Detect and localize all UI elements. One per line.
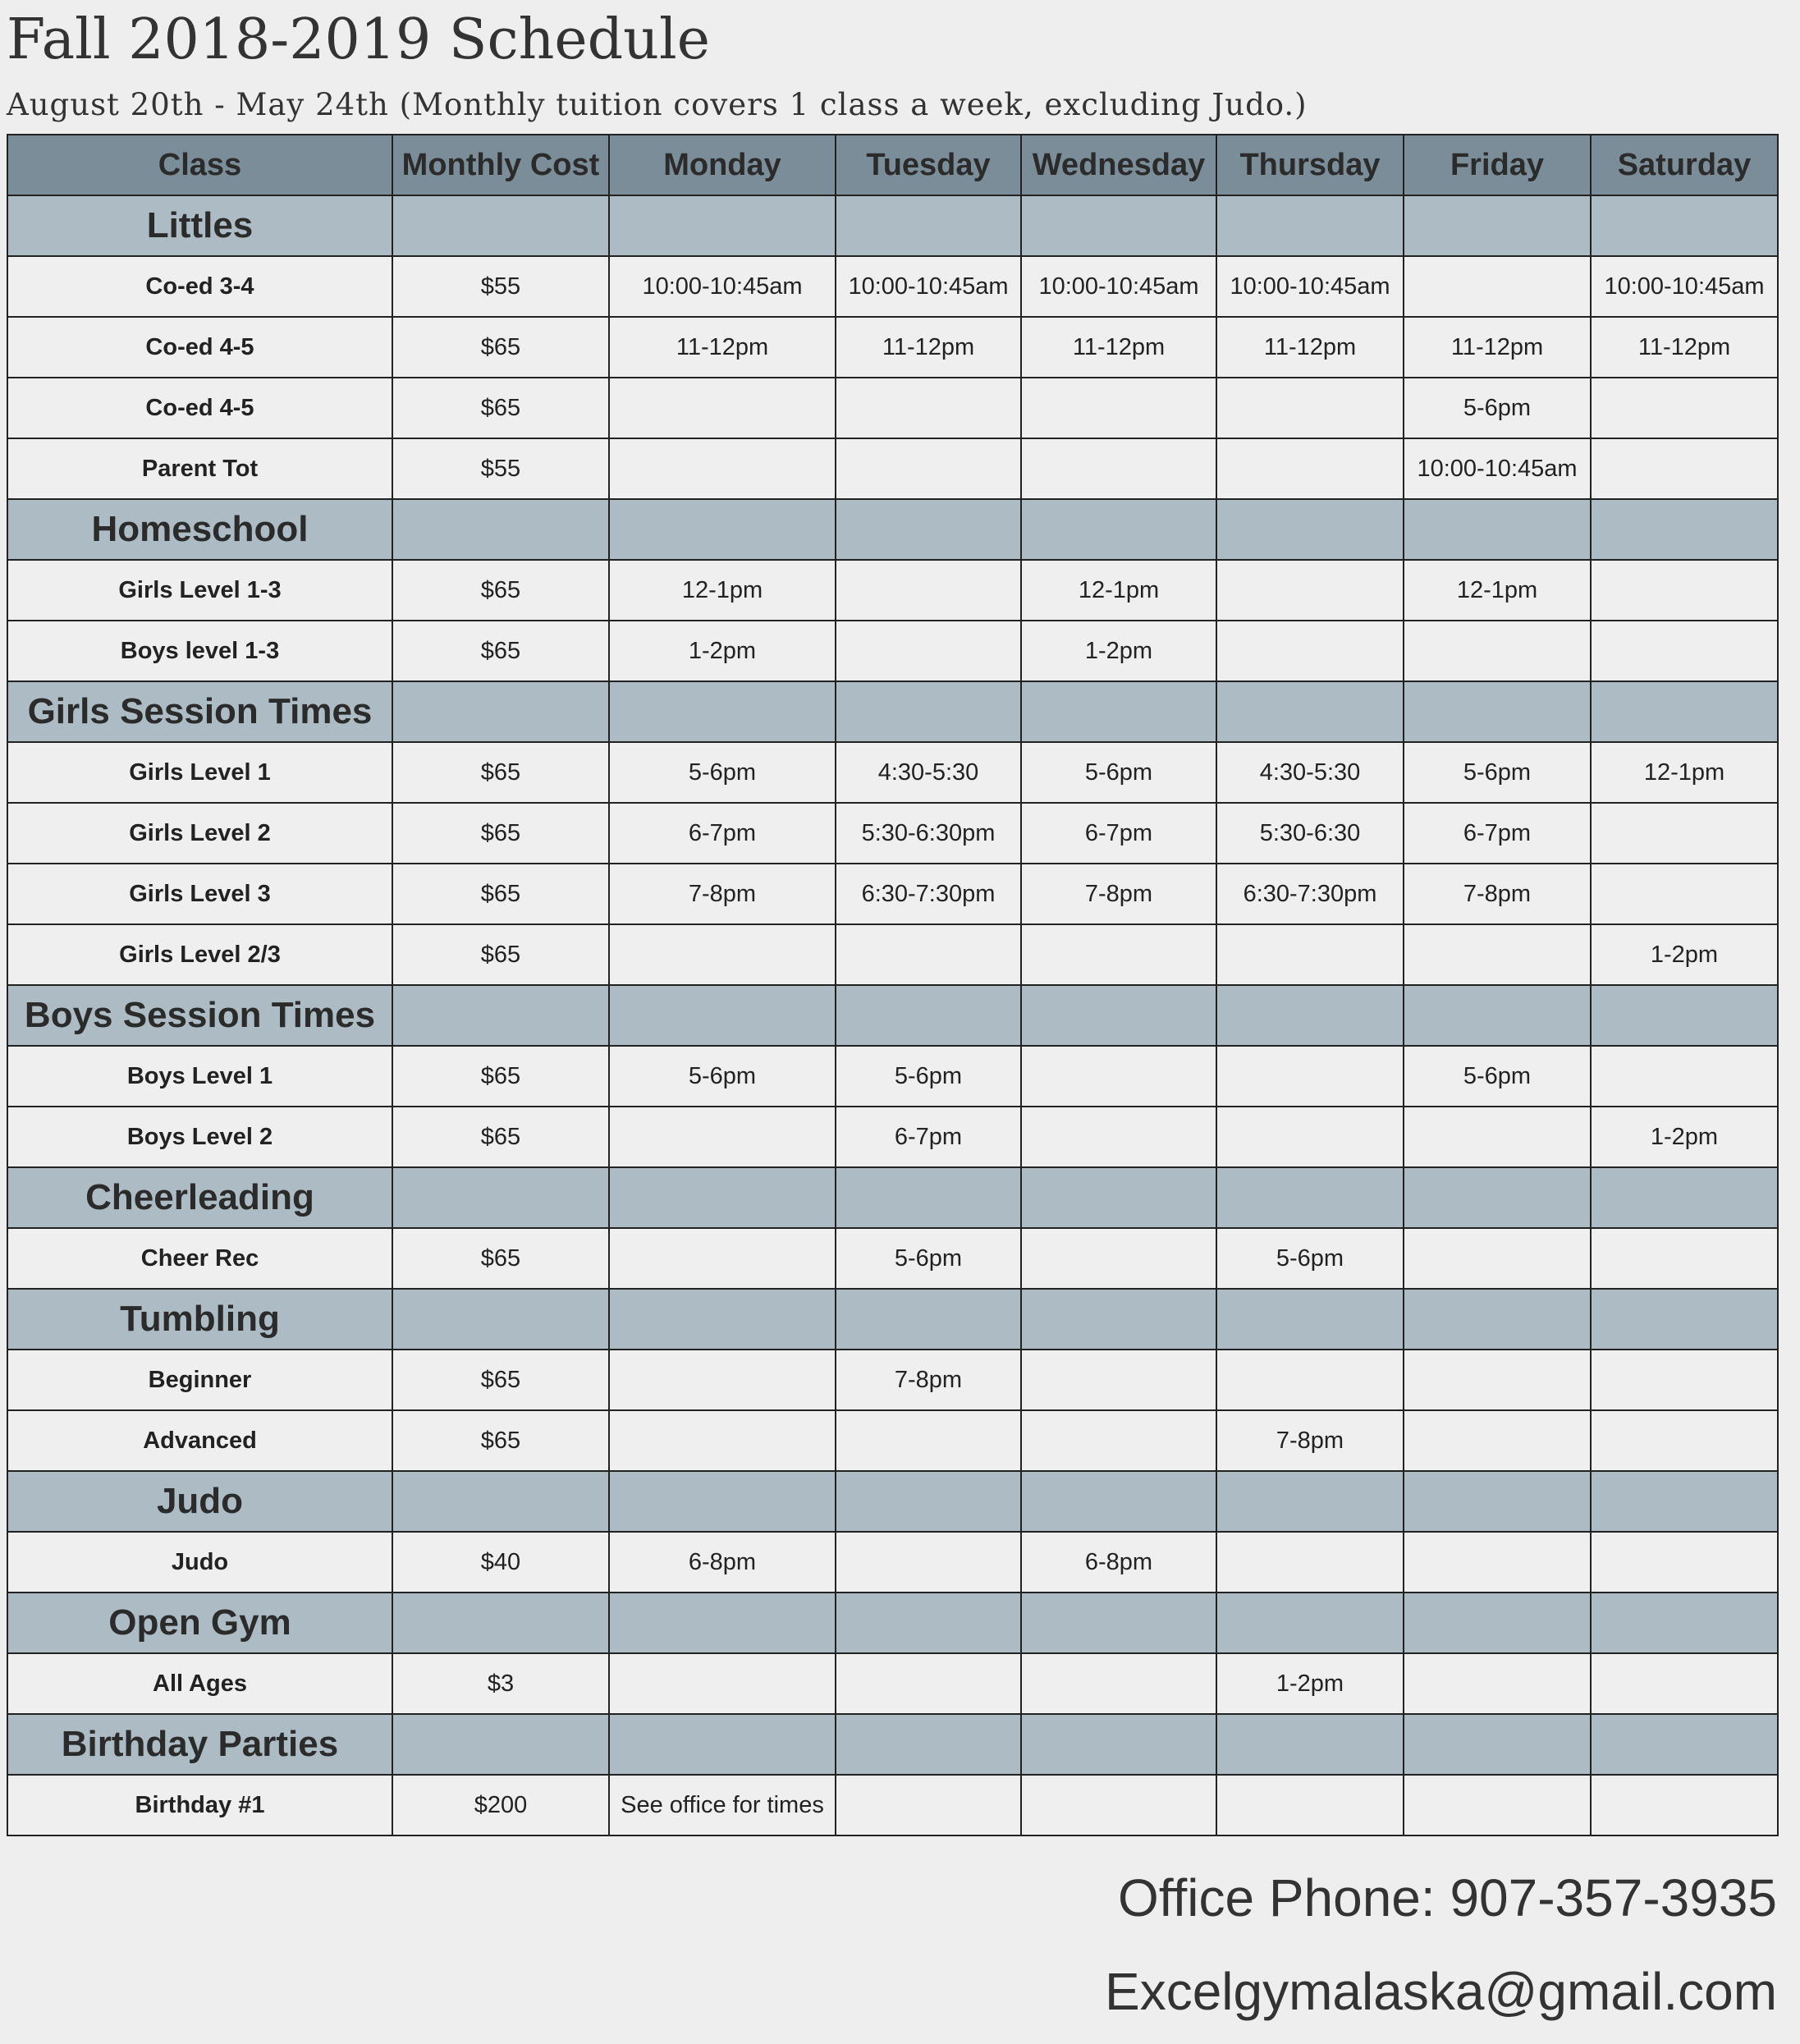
saturday-time-cell [1591, 438, 1778, 499]
class-name-cell: Boys Level 1 [7, 1046, 392, 1107]
tuesday-time-cell [836, 1653, 1021, 1714]
table-row [7, 378, 1778, 438]
section-header-cell [1216, 1167, 1404, 1228]
class-name-cell: Advanced [7, 1410, 392, 1471]
section-header-cell [1021, 1593, 1216, 1653]
section-header-cell [1216, 985, 1404, 1046]
friday-time-cell: 6-7pm [1404, 803, 1591, 864]
friday-time-cell: 12-1pm [1404, 560, 1591, 621]
wednesday-time-cell: 12-1pm [1021, 560, 1216, 621]
page-title: Fall 2018-2019 Schedule [7, 7, 710, 72]
saturday-time-cell: 1-2pm [1591, 924, 1778, 985]
thursday-time-cell [1216, 1532, 1404, 1593]
monthly-cost-cell: $40 [392, 1532, 609, 1593]
monthly-cost-cell: $65 [392, 864, 609, 924]
wednesday-time-cell: 6-8pm [1021, 1532, 1216, 1593]
saturday-time-cell: 12-1pm [1591, 742, 1778, 803]
section-header-cell [836, 1593, 1021, 1653]
table-row [7, 438, 1778, 499]
monthly-cost-cell: $55 [392, 256, 609, 317]
table-row [7, 256, 1778, 317]
thursday-time-cell [1216, 1107, 1404, 1167]
monday-time-cell [609, 378, 836, 438]
monthly-cost-cell: $65 [392, 742, 609, 803]
tuesday-time-cell: 5-6pm [836, 1228, 1021, 1289]
thursday-time-cell: 4:30-5:30 [1216, 742, 1404, 803]
saturday-time-cell: 10:00-10:45am [1591, 256, 1778, 317]
wednesday-time-cell [1021, 438, 1216, 499]
class-name-cell: All Ages [7, 1653, 392, 1714]
table-row [7, 742, 1778, 803]
thursday-time-cell: 1-2pm [1216, 1653, 1404, 1714]
monthly-cost-cell: $55 [392, 438, 609, 499]
monday-time-cell: 10:00-10:45am [609, 256, 836, 317]
section-header-cell [609, 195, 836, 256]
class-name-cell: Co-ed 3-4 [7, 256, 392, 317]
class-name-cell: Girls Level 2 [7, 803, 392, 864]
monthly-cost-cell: $65 [392, 1350, 609, 1410]
monthly-cost-cell: $65 [392, 560, 609, 621]
section-name: Littles [7, 195, 392, 256]
monday-time-cell: 7-8pm [609, 864, 836, 924]
monday-time-cell [609, 438, 836, 499]
section-header-cell [1404, 1289, 1591, 1350]
friday-time-cell [1404, 1653, 1591, 1714]
section-header-cell [1591, 195, 1778, 256]
section-header-cell [1404, 195, 1591, 256]
section-header-cell [836, 499, 1021, 560]
friday-time-cell [1404, 924, 1591, 985]
thursday-time-cell [1216, 378, 1404, 438]
class-name-cell: Girls Level 3 [7, 864, 392, 924]
section-name: Birthday Parties [7, 1714, 392, 1775]
section-header-cell [1591, 1289, 1778, 1350]
section-header-cell [1404, 1167, 1591, 1228]
wednesday-time-cell [1021, 924, 1216, 985]
section-header-cell [392, 1593, 609, 1653]
section-header-cell [1404, 1471, 1591, 1532]
monthly-cost-cell: $3 [392, 1653, 609, 1714]
class-name-cell: Cheer Rec [7, 1228, 392, 1289]
page-subtitle: August 20th - May 24th (Monthly tuition covers 1 class a week, excluding Judo.) [7, 87, 1308, 122]
section-header-row [7, 1714, 1778, 1775]
column-header-monday: Monday [609, 135, 836, 195]
section-header-cell [1216, 195, 1404, 256]
table-row [7, 1228, 1778, 1289]
saturday-time-cell [1591, 1228, 1778, 1289]
section-header-cell [1216, 499, 1404, 560]
wednesday-time-cell [1021, 1653, 1216, 1714]
section-name: Cheerleading [7, 1167, 392, 1228]
thursday-time-cell: 10:00-10:45am [1216, 256, 1404, 317]
wednesday-time-cell [1021, 1228, 1216, 1289]
section-header-cell [1404, 681, 1591, 742]
wednesday-time-cell: 11-12pm [1021, 317, 1216, 378]
table-row [7, 1046, 1778, 1107]
saturday-time-cell: 1-2pm [1591, 1107, 1778, 1167]
thursday-time-cell [1216, 560, 1404, 621]
wednesday-time-cell [1021, 1775, 1216, 1835]
monthly-cost-cell: $65 [392, 1228, 609, 1289]
tuesday-time-cell [836, 438, 1021, 499]
tuesday-time-cell: 10:00-10:45am [836, 256, 1021, 317]
wednesday-time-cell [1021, 1046, 1216, 1107]
thursday-time-cell: 5-6pm [1216, 1228, 1404, 1289]
section-name: Homeschool [7, 499, 392, 560]
wednesday-time-cell: 7-8pm [1021, 864, 1216, 924]
section-header-cell [392, 195, 609, 256]
wednesday-time-cell: 6-7pm [1021, 803, 1216, 864]
column-header-thursday: Thursday [1216, 135, 1404, 195]
section-header-cell [392, 499, 609, 560]
tuesday-time-cell [836, 1410, 1021, 1471]
section-header-row [7, 195, 1778, 256]
monday-time-cell: 6-7pm [609, 803, 836, 864]
class-name-cell: Girls Level 2/3 [7, 924, 392, 985]
table-header [7, 135, 1778, 195]
monthly-cost-cell: $200 [392, 1775, 609, 1835]
section-header-cell [609, 1167, 836, 1228]
section-header-cell [609, 681, 836, 742]
section-header-cell [836, 1167, 1021, 1228]
wednesday-time-cell: 1-2pm [1021, 621, 1216, 681]
section-header-row [7, 1471, 1778, 1532]
table-row [7, 864, 1778, 924]
section-header-cell [392, 1167, 609, 1228]
class-name-cell: Judo [7, 1532, 392, 1593]
section-header-row [7, 499, 1778, 560]
column-header-tuesday: Tuesday [836, 135, 1021, 195]
table-row [7, 1410, 1778, 1471]
class-name-cell: Girls Level 1 [7, 742, 392, 803]
thursday-time-cell [1216, 1775, 1404, 1835]
section-header-cell [609, 1593, 836, 1653]
section-header-cell [1216, 1593, 1404, 1653]
section-name: Boys Session Times [7, 985, 392, 1046]
section-header-cell [609, 1289, 836, 1350]
thursday-time-cell [1216, 438, 1404, 499]
section-header-row [7, 681, 1778, 742]
table-row [7, 1350, 1778, 1410]
class-name-cell: Parent Tot [7, 438, 392, 499]
section-header-cell [1021, 1289, 1216, 1350]
section-header-cell [1021, 195, 1216, 256]
column-header-saturday: Saturday [1591, 135, 1778, 195]
section-header-cell [1021, 681, 1216, 742]
section-header-row [7, 985, 1778, 1046]
column-header-friday: Friday [1404, 135, 1591, 195]
section-header-cell [836, 1714, 1021, 1775]
section-header-cell [1216, 1714, 1404, 1775]
section-header-cell [609, 1471, 836, 1532]
monthly-cost-cell: $65 [392, 1410, 609, 1471]
table-row [7, 560, 1778, 621]
tuesday-time-cell: 4:30-5:30 [836, 742, 1021, 803]
thursday-time-cell [1216, 924, 1404, 985]
section-header-cell [392, 681, 609, 742]
table-row [7, 1532, 1778, 1593]
table-row [7, 803, 1778, 864]
section-header-cell [1404, 1714, 1591, 1775]
section-header-cell [836, 681, 1021, 742]
friday-time-cell [1404, 1228, 1591, 1289]
saturday-time-cell [1591, 803, 1778, 864]
section-name: Open Gym [7, 1593, 392, 1653]
section-header-cell [1021, 1714, 1216, 1775]
column-header-class: Class [7, 135, 392, 195]
tuesday-time-cell: 6-7pm [836, 1107, 1021, 1167]
class-name-cell: Boys Level 2 [7, 1107, 392, 1167]
table-row [7, 317, 1778, 378]
section-header-cell [1404, 1593, 1591, 1653]
tuesday-time-cell [836, 1775, 1021, 1835]
section-name: Judo [7, 1471, 392, 1532]
saturday-time-cell [1591, 1775, 1778, 1835]
schedule-table [7, 134, 1779, 1836]
thursday-time-cell [1216, 1350, 1404, 1410]
monthly-cost-cell: $65 [392, 803, 609, 864]
wednesday-time-cell [1021, 1107, 1216, 1167]
tuesday-time-cell [836, 621, 1021, 681]
monday-time-cell: See office for times [609, 1775, 836, 1835]
section-header-cell [392, 1714, 609, 1775]
section-header-cell [836, 195, 1021, 256]
friday-time-cell [1404, 1775, 1591, 1835]
monday-time-cell: 6-8pm [609, 1532, 836, 1593]
monthly-cost-cell: $65 [392, 1046, 609, 1107]
saturday-time-cell [1591, 1046, 1778, 1107]
section-header-cell [836, 1471, 1021, 1532]
section-header-cell [1591, 1714, 1778, 1775]
wednesday-time-cell: 10:00-10:45am [1021, 256, 1216, 317]
office-email: Excelgymalaska@gmail.com [1105, 1962, 1777, 2021]
wednesday-time-cell: 5-6pm [1021, 742, 1216, 803]
section-header-cell [1404, 985, 1591, 1046]
saturday-time-cell [1591, 560, 1778, 621]
tuesday-time-cell [836, 1532, 1021, 1593]
monday-time-cell [609, 924, 836, 985]
section-header-row [7, 1167, 1778, 1228]
section-header-cell [609, 1714, 836, 1775]
friday-time-cell [1404, 1350, 1591, 1410]
wednesday-time-cell [1021, 1410, 1216, 1471]
monthly-cost-cell: $65 [392, 924, 609, 985]
class-name-cell: Co-ed 4-5 [7, 378, 392, 438]
thursday-time-cell: 7-8pm [1216, 1410, 1404, 1471]
monthly-cost-cell: $65 [392, 317, 609, 378]
tuesday-time-cell: 11-12pm [836, 317, 1021, 378]
thursday-time-cell: 11-12pm [1216, 317, 1404, 378]
section-header-cell [392, 1289, 609, 1350]
section-header-cell [1021, 985, 1216, 1046]
office-phone: Office Phone: 907-357-3935 [1118, 1868, 1777, 1927]
saturday-time-cell [1591, 1653, 1778, 1714]
friday-time-cell [1404, 621, 1591, 681]
friday-time-cell: 5-6pm [1404, 378, 1591, 438]
tuesday-time-cell: 5-6pm [836, 1046, 1021, 1107]
section-header-cell [1591, 681, 1778, 742]
monday-time-cell: 5-6pm [609, 1046, 836, 1107]
column-header-wednesday: Wednesday [1021, 135, 1216, 195]
section-name: Tumbling [7, 1289, 392, 1350]
friday-time-cell: 11-12pm [1404, 317, 1591, 378]
table-body [7, 195, 1778, 1835]
tuesday-time-cell [836, 924, 1021, 985]
friday-time-cell [1404, 1532, 1591, 1593]
class-name-cell: Girls Level 1-3 [7, 560, 392, 621]
monthly-cost-cell: $65 [392, 1107, 609, 1167]
section-header-cell [1216, 1289, 1404, 1350]
class-name-cell: Co-ed 4-5 [7, 317, 392, 378]
friday-time-cell [1404, 1410, 1591, 1471]
wednesday-time-cell [1021, 1350, 1216, 1410]
section-header-cell [1021, 1167, 1216, 1228]
tuesday-time-cell: 5:30-6:30pm [836, 803, 1021, 864]
table-row [7, 1775, 1778, 1835]
friday-time-cell [1404, 256, 1591, 317]
saturday-time-cell: 11-12pm [1591, 317, 1778, 378]
class-name-cell: Beginner [7, 1350, 392, 1410]
saturday-time-cell [1591, 378, 1778, 438]
section-header-cell [1021, 1471, 1216, 1532]
monday-time-cell [609, 1228, 836, 1289]
thursday-time-cell: 6:30-7:30pm [1216, 864, 1404, 924]
friday-time-cell: 5-6pm [1404, 742, 1591, 803]
table-row [7, 924, 1778, 985]
section-header-cell [392, 1471, 609, 1532]
wednesday-time-cell [1021, 378, 1216, 438]
header-row [7, 135, 1778, 195]
tuesday-time-cell: 7-8pm [836, 1350, 1021, 1410]
section-header-cell [609, 985, 836, 1046]
section-header-cell [1216, 1471, 1404, 1532]
class-name-cell: Birthday #1 [7, 1775, 392, 1835]
saturday-time-cell [1591, 1410, 1778, 1471]
section-name: Girls Session Times [7, 681, 392, 742]
friday-time-cell [1404, 1107, 1591, 1167]
section-header-cell [836, 985, 1021, 1046]
tuesday-time-cell: 6:30-7:30pm [836, 864, 1021, 924]
friday-time-cell: 7-8pm [1404, 864, 1591, 924]
table-row [7, 621, 1778, 681]
monday-time-cell: 5-6pm [609, 742, 836, 803]
column-header-monthly-cost: Monthly Cost [392, 135, 609, 195]
table-row [7, 1107, 1778, 1167]
monday-time-cell: 1-2pm [609, 621, 836, 681]
class-name-cell: Boys level 1-3 [7, 621, 392, 681]
section-header-cell [1591, 499, 1778, 560]
section-header-cell [836, 1289, 1021, 1350]
section-header-row [7, 1593, 1778, 1653]
monday-time-cell [609, 1350, 836, 1410]
monday-time-cell: 12-1pm [609, 560, 836, 621]
saturday-time-cell [1591, 864, 1778, 924]
friday-time-cell: 10:00-10:45am [1404, 438, 1591, 499]
monthly-cost-cell: $65 [392, 378, 609, 438]
tuesday-time-cell [836, 378, 1021, 438]
monday-time-cell [609, 1107, 836, 1167]
section-header-cell [1021, 499, 1216, 560]
section-header-cell [1591, 1471, 1778, 1532]
saturday-time-cell [1591, 1532, 1778, 1593]
saturday-time-cell [1591, 1350, 1778, 1410]
section-header-row [7, 1289, 1778, 1350]
section-header-cell [1591, 1593, 1778, 1653]
thursday-time-cell: 5:30-6:30 [1216, 803, 1404, 864]
monday-time-cell: 11-12pm [609, 317, 836, 378]
section-header-cell [392, 985, 609, 1046]
section-header-cell [1404, 499, 1591, 560]
monday-time-cell [609, 1410, 836, 1471]
friday-time-cell: 5-6pm [1404, 1046, 1591, 1107]
thursday-time-cell [1216, 621, 1404, 681]
section-header-cell [609, 499, 836, 560]
thursday-time-cell [1216, 1046, 1404, 1107]
monthly-cost-cell: $65 [392, 621, 609, 681]
section-header-cell [1591, 985, 1778, 1046]
saturday-time-cell [1591, 621, 1778, 681]
section-header-cell [1591, 1167, 1778, 1228]
table-row [7, 1653, 1778, 1714]
monday-time-cell [609, 1653, 836, 1714]
section-header-cell [1216, 681, 1404, 742]
tuesday-time-cell [836, 560, 1021, 621]
